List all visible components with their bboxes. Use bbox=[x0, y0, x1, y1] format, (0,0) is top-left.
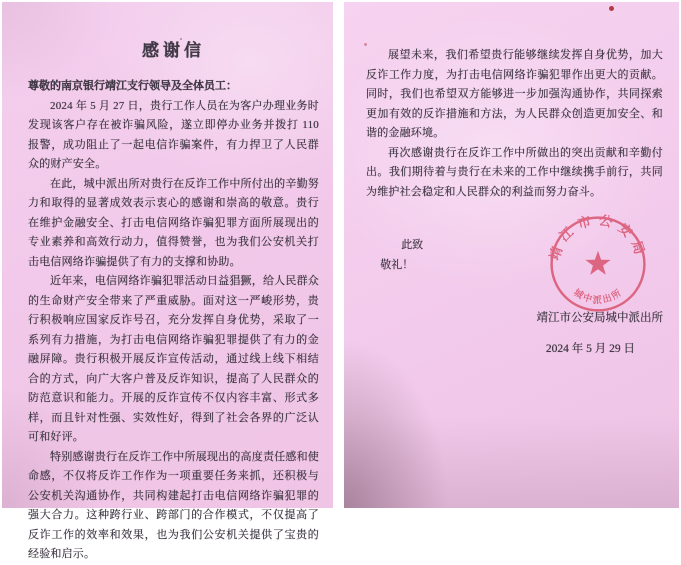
paragraph-3: 近年来，电信网络诈骗犯罪活动日益猖獗，给人民群众的生命财产安全带来了严重威胁。面对这一严峻形势，贵行积极响应国家反诈号召，充分发挥自身优势，采取了一系列有力措施，为打击电信网络诈骗犯罪提供了有力的金融屏障。贵行积极开展反诈宣传活动，通过线上线下相结合的方式，向广大客户普及反诈知识，提高了人民群众的防范意识和能力。开展的反诈宣传不仅内容丰富、形式多样，而且针对性强、实效性好，得到了社会各界的广泛认可和好评。 bbox=[28, 275, 319, 443]
letter-page-1 bbox=[2, 2, 333, 560]
paragraph-4: 特别感谢贵行在反诈工作中所展现出的高度责任感和使命感，不仅将反诈工作作为一项重要任务来抓，还积极与公安机关沟通协作，共同构建起打击电信网络诈骗犯罪的强大合力。这种跨行业、跨部门的合作模式，不仅提高了反诈工作的效率和效果，也为我们公安机关提供了宝贵的经验和启示。 bbox=[28, 450, 319, 560]
salutation: 尊敬的南京银行靖江支行领导及全体员工： bbox=[28, 80, 237, 92]
paragraph-6: 再次感谢贵行在反诈工作中所做出的突出贡献和辛勤付出。我们期待着与贵行在未来的工作中继续携手前行，共同为维护社会稳定和人民群众的利益而努力奋斗。 bbox=[366, 146, 663, 198]
closing-jingli: 敬礼！ bbox=[380, 258, 414, 271]
signature-organization: 靖江市公安局城中派出所 bbox=[536, 312, 663, 324]
paragraph-5: 展望未来，我们希望贵行能够继续发挥自身优势，加大反诈工作力度，为打击电信网络诈骗犯罪作出更大的贡献。同时，我们也希望双方能够进一步加强沟通协作，共同探索更加有效的反诈措施和方法，为人民群众创造更加安全、和谐的金融环境。 bbox=[366, 49, 663, 139]
seal-bottom-text: 城中派出所 bbox=[571, 287, 625, 305]
paper-speck bbox=[364, 43, 367, 46]
letter-title: 感谢信 bbox=[142, 41, 205, 60]
letter-page-2 bbox=[344, 2, 679, 508]
signature-date: 2024 年 5 月 29 日 bbox=[545, 343, 635, 355]
closing-cizhi: 此致 bbox=[401, 239, 424, 251]
paragraph-2: 在此，城中派出所对贵行在反诈工作中所付出的辛勤努力和取得的显著成效表示衷心的感谢和崇高的敬意。贵行在维护金融安全、打击电信网络诈骗犯罪方面所展现出的专业素养和高效行动力，值得赞誉，也为我们公安机关打击电信网络诈骗提供了有力的支撑和协助。 bbox=[28, 177, 319, 268]
paper-speck bbox=[609, 6, 614, 11]
paragraph-1: 2024 年 5 月 27 日，贵行工作人员在为客户办理业务时发现该客户存在被诈骗风险，遂立即停办业务并拨打 110 报警，成功阻止了一起电信诈骗案件，有力捍卫了人民群众的财产安全。 bbox=[28, 99, 319, 170]
paper-speck bbox=[180, 38, 182, 40]
seal-top-text: 靖江市公安局 bbox=[547, 213, 649, 262]
